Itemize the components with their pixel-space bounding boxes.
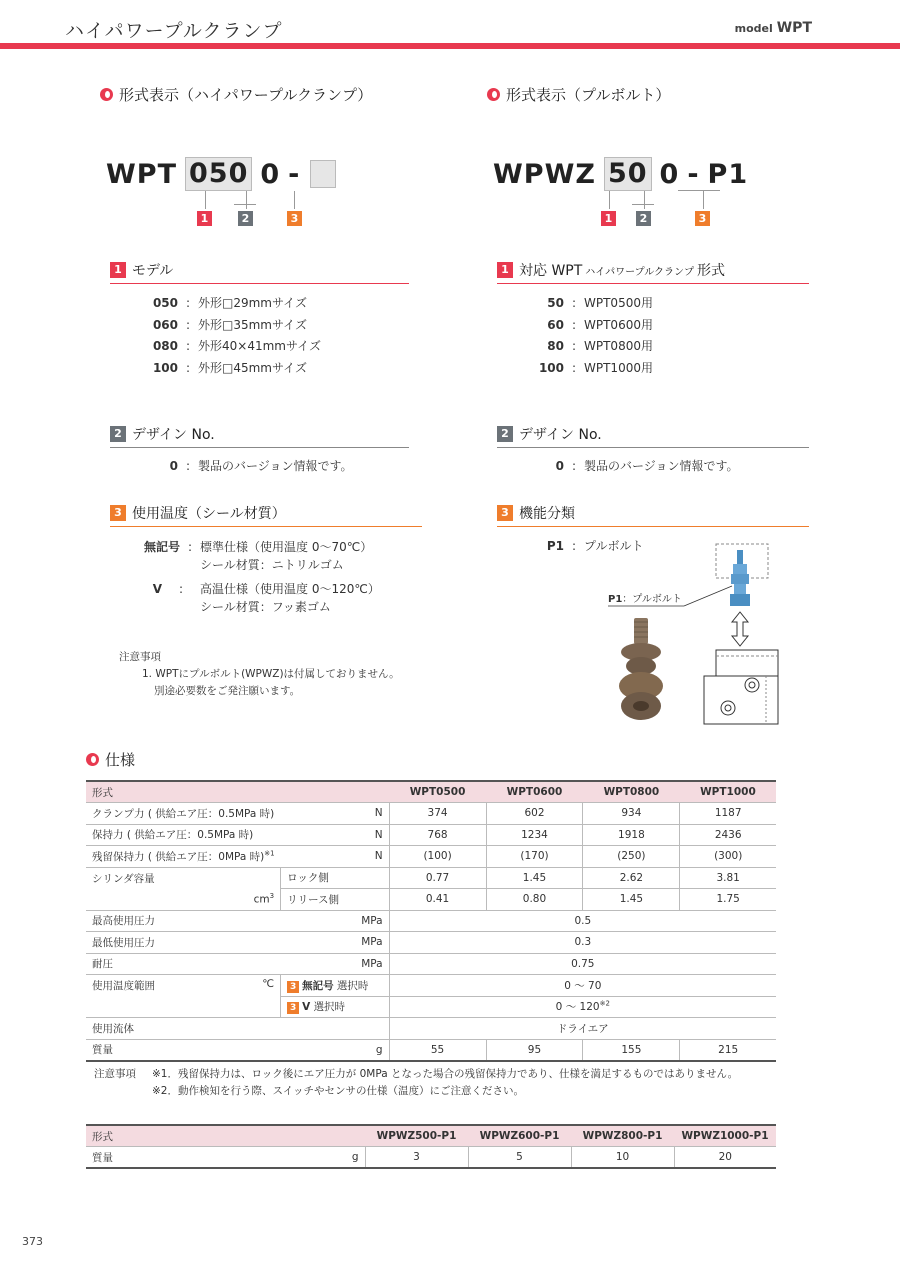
list-item: 100 : 外形□45mmサイズ xyxy=(152,360,308,375)
left-sec1-head: 1 モデル xyxy=(110,260,409,284)
left-model-code: WPT 050 0 - xyxy=(106,157,340,191)
table-row: クランプ力 ( 供給エア圧：0.5MPa 時) N 374 602 934 1187 xyxy=(86,803,776,825)
list-item: 050 : 外形□29mmサイズ xyxy=(152,296,308,310)
table-row: 最低使用圧力 MPa 0.3 xyxy=(86,932,776,954)
table-row: 保持力 ( 供給エア圧：0.5MPa 時) N 768 1234 1918 2436 xyxy=(86,824,776,846)
list-item: 100 : WPT1000用 xyxy=(538,360,653,375)
code-box: 50 xyxy=(604,157,652,191)
right-sec3-head: 3 機能分類 xyxy=(497,503,809,527)
badge-2: 2 xyxy=(238,211,253,226)
header-bar xyxy=(0,43,900,49)
table-row: 3 V 選択時 0 〜 120$^{※2}$ xyxy=(86,996,776,1018)
badge-2: 2 xyxy=(636,211,651,226)
table-row: 使用温度範囲 ℃ 3 無記号 選択時 0 〜 70 xyxy=(86,975,776,997)
model-label xyxy=(735,20,812,36)
list-item: 80 : WPT0800用 xyxy=(547,339,653,353)
right-sec2-head: 2 デザイン No. xyxy=(497,424,809,448)
table-row: 形式 WPT0500 WPT0600 WPT0800 WPT1000 xyxy=(86,781,776,803)
right-sec1-head: 1 対応 WPT ハイパワープルクランプ 形式 xyxy=(497,260,809,284)
badge-3: 3 xyxy=(287,211,302,226)
left-sec2-head: 2 デザイン No. xyxy=(110,424,409,448)
right-sec1-list xyxy=(514,293,653,379)
bullet-icon xyxy=(487,88,500,101)
table-row: 残留保持力 ( 供給エア圧：0MPa 時)$^{※1}$ N (100) (170) (250) (300) xyxy=(86,846,776,868)
bullet-icon xyxy=(100,88,113,101)
bolt-table xyxy=(86,1124,776,1169)
list-item: 0 : 製品のバージョン情報です。 xyxy=(555,459,739,473)
table-row: 形式 WPWZ500-P1 WPWZ600-P1 WPWZ800-P1 WPWZ1000-P1 xyxy=(86,1125,776,1147)
left-notes: 注意事項 1. WPTにプルボルト(WPWZ)は付属しておりません。 別途必要数をご発注願います。 xyxy=(119,651,400,697)
list-item: 0 : 製品のバージョン情報です。 xyxy=(169,459,353,473)
table-row: $cm^3$ リリース側 0.41 0.80 1.45 1.75 xyxy=(86,889,776,911)
list-item: 60 : WPT0600用 xyxy=(547,317,653,332)
list-item: 無記号 : 標準仕様（使用温度 0〜70℃） シール材質：ニトリルゴム xyxy=(143,540,373,572)
list-item: 50 : WPT0500用 xyxy=(547,296,653,310)
right-heading: 形式表示（プルボルト） xyxy=(487,84,670,105)
list-item: V : 高温仕様（使用温度 0〜120℃） シール材質：フッ素ゴム xyxy=(152,582,380,614)
table-row: 最高使用圧力 MPa 0.5 xyxy=(86,910,776,932)
model-name: WPT xyxy=(776,20,812,36)
bullet-icon xyxy=(86,753,99,766)
code-box: 050 xyxy=(185,157,252,191)
table-row: 質量 g 3 5 10 20 xyxy=(86,1147,776,1169)
badge-1: 1 xyxy=(601,211,616,226)
badge-1: 1 xyxy=(197,211,212,226)
page-title: ハイパワープルクランプ xyxy=(65,20,283,42)
list-item: 060 : 外形□35mmサイズ xyxy=(152,317,308,332)
left-sec2-list xyxy=(128,456,353,478)
left-sec3-list xyxy=(128,538,380,616)
bolt-callout: P1：プルボルト xyxy=(608,594,682,605)
code-empty-box xyxy=(310,160,336,188)
left-sec3-head: 3 使用温度（シール材質） xyxy=(110,503,422,527)
left-sec1-list xyxy=(128,293,321,379)
right-sec2-list xyxy=(514,456,739,478)
list-item: P1 : プルボルト xyxy=(546,539,644,553)
table-row: 使用流体 ドライエア xyxy=(86,1018,776,1040)
spec-heading: 仕様 xyxy=(86,749,135,770)
spec-notes: 注意事項 ※1．残留保持力は、ロック後にエア圧力が 0MPa となった場合の残留保持力であり、仕様を満足するものではありません。 ※2．動作検知を行う際、スイッチやセンサの仕様（温度）にご注意ください。 xyxy=(94,1068,739,1097)
table-row: 質量 g 55 95 155 215 xyxy=(86,1039,776,1061)
left-heading: 形式表示（ハイパワープルクランプ） xyxy=(100,84,372,105)
pull-bolt-illustration xyxy=(600,540,790,730)
page-number: 373 xyxy=(22,1235,43,1248)
right-model-code: WPWZ 50 0 - P1 xyxy=(493,158,749,190)
model-prefix: model xyxy=(734,22,773,35)
table-row: シリンダ容量 ロック側 0.77 1.45 2.62 3.81 xyxy=(86,867,776,889)
list-item: 080 : 外形40×41mmサイズ xyxy=(152,339,322,353)
spec-table xyxy=(86,780,776,1062)
badge-3: 3 xyxy=(695,211,710,226)
table-row: 耐圧 MPa 0.75 xyxy=(86,953,776,975)
